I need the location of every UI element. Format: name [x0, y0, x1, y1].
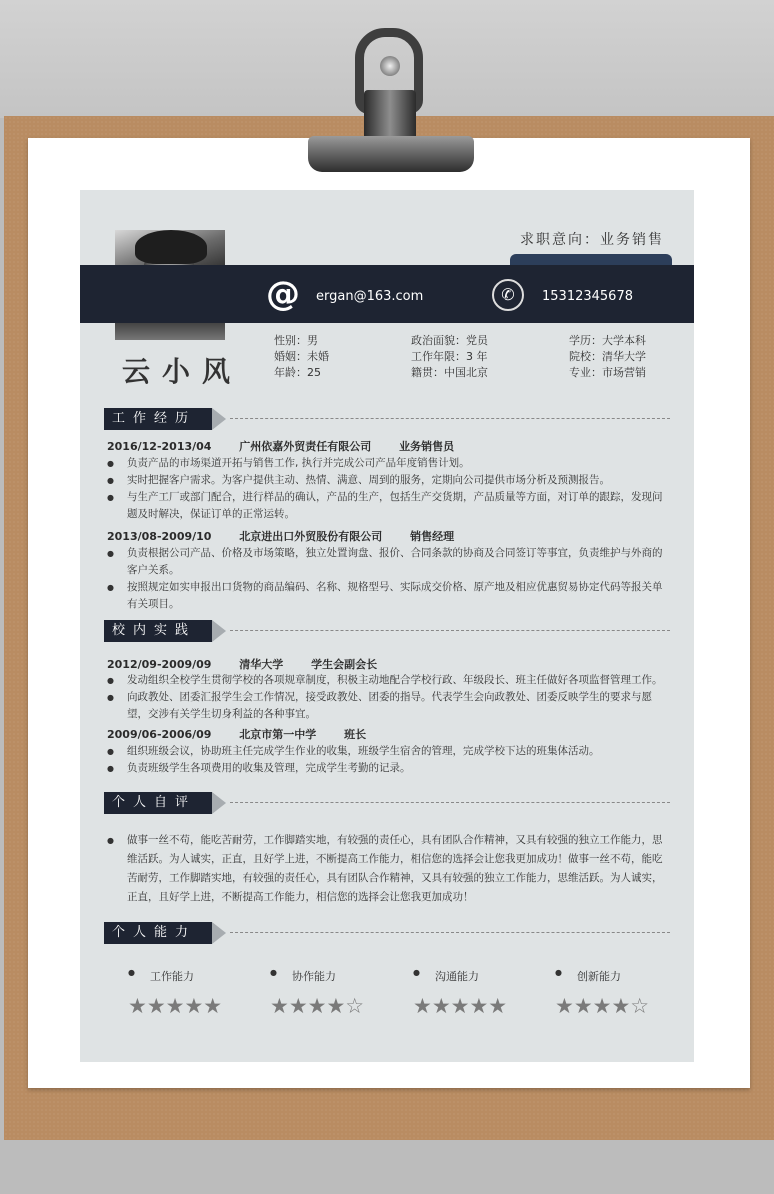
- info-marital: 婚姻：未婚: [274, 350, 329, 363]
- info-hometown: 籍贯：中国北京: [411, 366, 488, 379]
- section-work-title: 工作经历: [104, 408, 212, 430]
- star-rating: ★★★★☆: [270, 994, 365, 1018]
- campus-entry-2-role: 班长: [344, 728, 367, 741]
- info-column-1: [274, 333, 329, 381]
- section-work: [104, 408, 670, 430]
- info-education: 学历：大学本科: [569, 334, 646, 347]
- info-column-2: [411, 333, 488, 381]
- campus-entry-2-head: [107, 726, 390, 742]
- list-item: ● 负责班级学生各项费用的收集及管理，完成学生考勤的记录。: [107, 760, 667, 777]
- section-self-title: 个人自评: [104, 792, 212, 814]
- skill-communication: [413, 968, 543, 1018]
- section-divider: [230, 630, 670, 631]
- candidate-name: 云小风: [122, 355, 243, 388]
- campus-entry-1-bullets: [107, 672, 667, 723]
- info-age: 年龄：25: [274, 366, 321, 379]
- skill-work: [128, 968, 258, 1018]
- work-entry-1-role: 业务销售员: [399, 440, 455, 453]
- section-campus-title: 校内实践: [104, 620, 212, 642]
- email-text[interactable]: ergan@163.com: [316, 289, 424, 304]
- section-self: [104, 792, 670, 814]
- section-ability: [104, 922, 670, 944]
- work-entry-2-company: 北京进出口外贸股份有限公司: [239, 530, 383, 543]
- section-divider: [230, 802, 670, 803]
- campus-entry-1-role: 学生会副会长: [311, 658, 378, 671]
- job-intent: 求职意向：业务销售: [520, 232, 664, 248]
- skill-name: ● 协作能力: [270, 968, 400, 984]
- campus-entry-1-org: 清华大学: [239, 658, 284, 671]
- work-entry-2-bullets: [107, 545, 667, 613]
- section-divider: [230, 418, 670, 419]
- work-entry-1-bullets: [107, 455, 667, 523]
- work-entry-2-date: 2013/08-2009/10: [107, 530, 212, 543]
- info-political: 政治面貌：党员: [411, 334, 488, 347]
- info-gender: 性别：男: [274, 334, 318, 347]
- clip-rivet: [380, 56, 400, 76]
- list-item: ● 实时把握客户需求。为客户提供主动、热情、满意、周到的服务，定期向公司提供市场分析及预测报告。: [107, 472, 667, 489]
- info-column-3: [569, 333, 646, 381]
- section-ability-title: 个人能力: [104, 922, 212, 944]
- section-arrow: [212, 620, 226, 642]
- info-work-years: 工作年限：3 年: [411, 350, 488, 363]
- list-item: ● 组织班级会议，协助班主任完成学生作业的收集，班级学生宿舍的管理，完成学校下达的班集体活动。: [107, 743, 667, 760]
- campus-entry-1-date: 2012/09-2009/09: [107, 658, 212, 671]
- skill-collab: [270, 968, 400, 1018]
- list-item: ● 与生产工厂或部门配合，进行样品的确认，产品的生产，包括生产交货期，产品质量等方面，对订单的跟踪，发现问题及时解决，保证订单的正常运转。: [107, 489, 667, 523]
- photo-bottom: [115, 323, 225, 340]
- info-major: 专业：市场营销: [569, 366, 646, 379]
- work-entry-1-date: 2016/12-2013/04: [107, 440, 212, 453]
- list-item: ● 向政教处、团委汇报学生会工作情况，接受政教处、团委的指导。代表学生会向政教处、团委反映学生的要求与愿望，交涉有关学生切身利益的各种事宜。: [107, 689, 667, 723]
- phone-icon: ✆: [492, 279, 524, 311]
- section-arrow: [212, 922, 226, 944]
- campus-entry-2-date: 2009/06-2006/09: [107, 728, 212, 741]
- work-entry-2-role: 销售经理: [410, 530, 455, 543]
- section-arrow: [212, 408, 226, 430]
- list-item: ● 负责根据公司产品、价格及市场策略，独立处置询盘、报价、合同条款的协商及合同签订等事宜，负责维护与外商的客户关系。: [107, 545, 667, 579]
- skill-name: ● 创新能力: [555, 968, 685, 984]
- phone-text[interactable]: 15312345678: [542, 289, 633, 304]
- email-icon: @: [266, 274, 300, 314]
- skill-innovation: [555, 968, 685, 1018]
- list-item: ● 负责产品的市场渠道开拓与销售工作, 执行并完成公司产品年度销售计划。: [107, 455, 667, 472]
- self-eval: [107, 831, 667, 907]
- section-arrow: [212, 792, 226, 814]
- work-entry-1-head: [107, 438, 478, 454]
- star-rating: ★★★★★: [128, 994, 223, 1018]
- skills-row: [128, 968, 688, 1028]
- star-rating: ★★★★★: [413, 994, 508, 1018]
- skill-name: ● 沟通能力: [413, 968, 543, 984]
- star-rating: ★★★★☆: [555, 994, 650, 1018]
- section-campus: [104, 620, 670, 642]
- self-eval-text: ● 做事一丝不苟，能吃苦耐劳，工作脚踏实地，有较强的责任心，具有团队合作精神，又具有较强的独立工作能力，思维活跃。为人诚实，正直，且好学上进，不断提高工作能力，相信您的选择会让您我更加成功！做事一丝不苟，能吃苦耐劳，工作脚踏实地，有较强的责任心，具有团队合作精神，又具有较强的独立工作能力，思维活跃。为人诚实，正直，且好学上进，不断提高工作能力，相信您的选择会让您我更加成功！: [107, 831, 667, 907]
- list-item: ● 按照规定如实申报出口货物的商品编码、名称、规格型号、实际成交价格、原产地及相应优惠贸易协定代码等报关单有关项目。: [107, 579, 667, 613]
- campus-entry-1-head: [107, 656, 401, 672]
- clip-plate: [308, 136, 474, 172]
- work-entry-1-company: 广州依嘉外贸责任有限公司: [239, 440, 372, 453]
- section-divider: [230, 932, 670, 933]
- campus-entry-2-bullets: [107, 743, 667, 777]
- skill-name: ● 工作能力: [128, 968, 258, 984]
- campus-entry-2-org: 北京市第一中学: [239, 728, 317, 741]
- info-school: 院校：清华大学: [569, 350, 646, 363]
- photo-hair: [135, 230, 207, 264]
- work-entry-2-head: [107, 528, 478, 544]
- list-item: ● 发动组织全校学生贯彻学校的各项规章制度，积极主动地配合学校行政、年级段长、班主任做好各项监督管理工作。: [107, 672, 667, 689]
